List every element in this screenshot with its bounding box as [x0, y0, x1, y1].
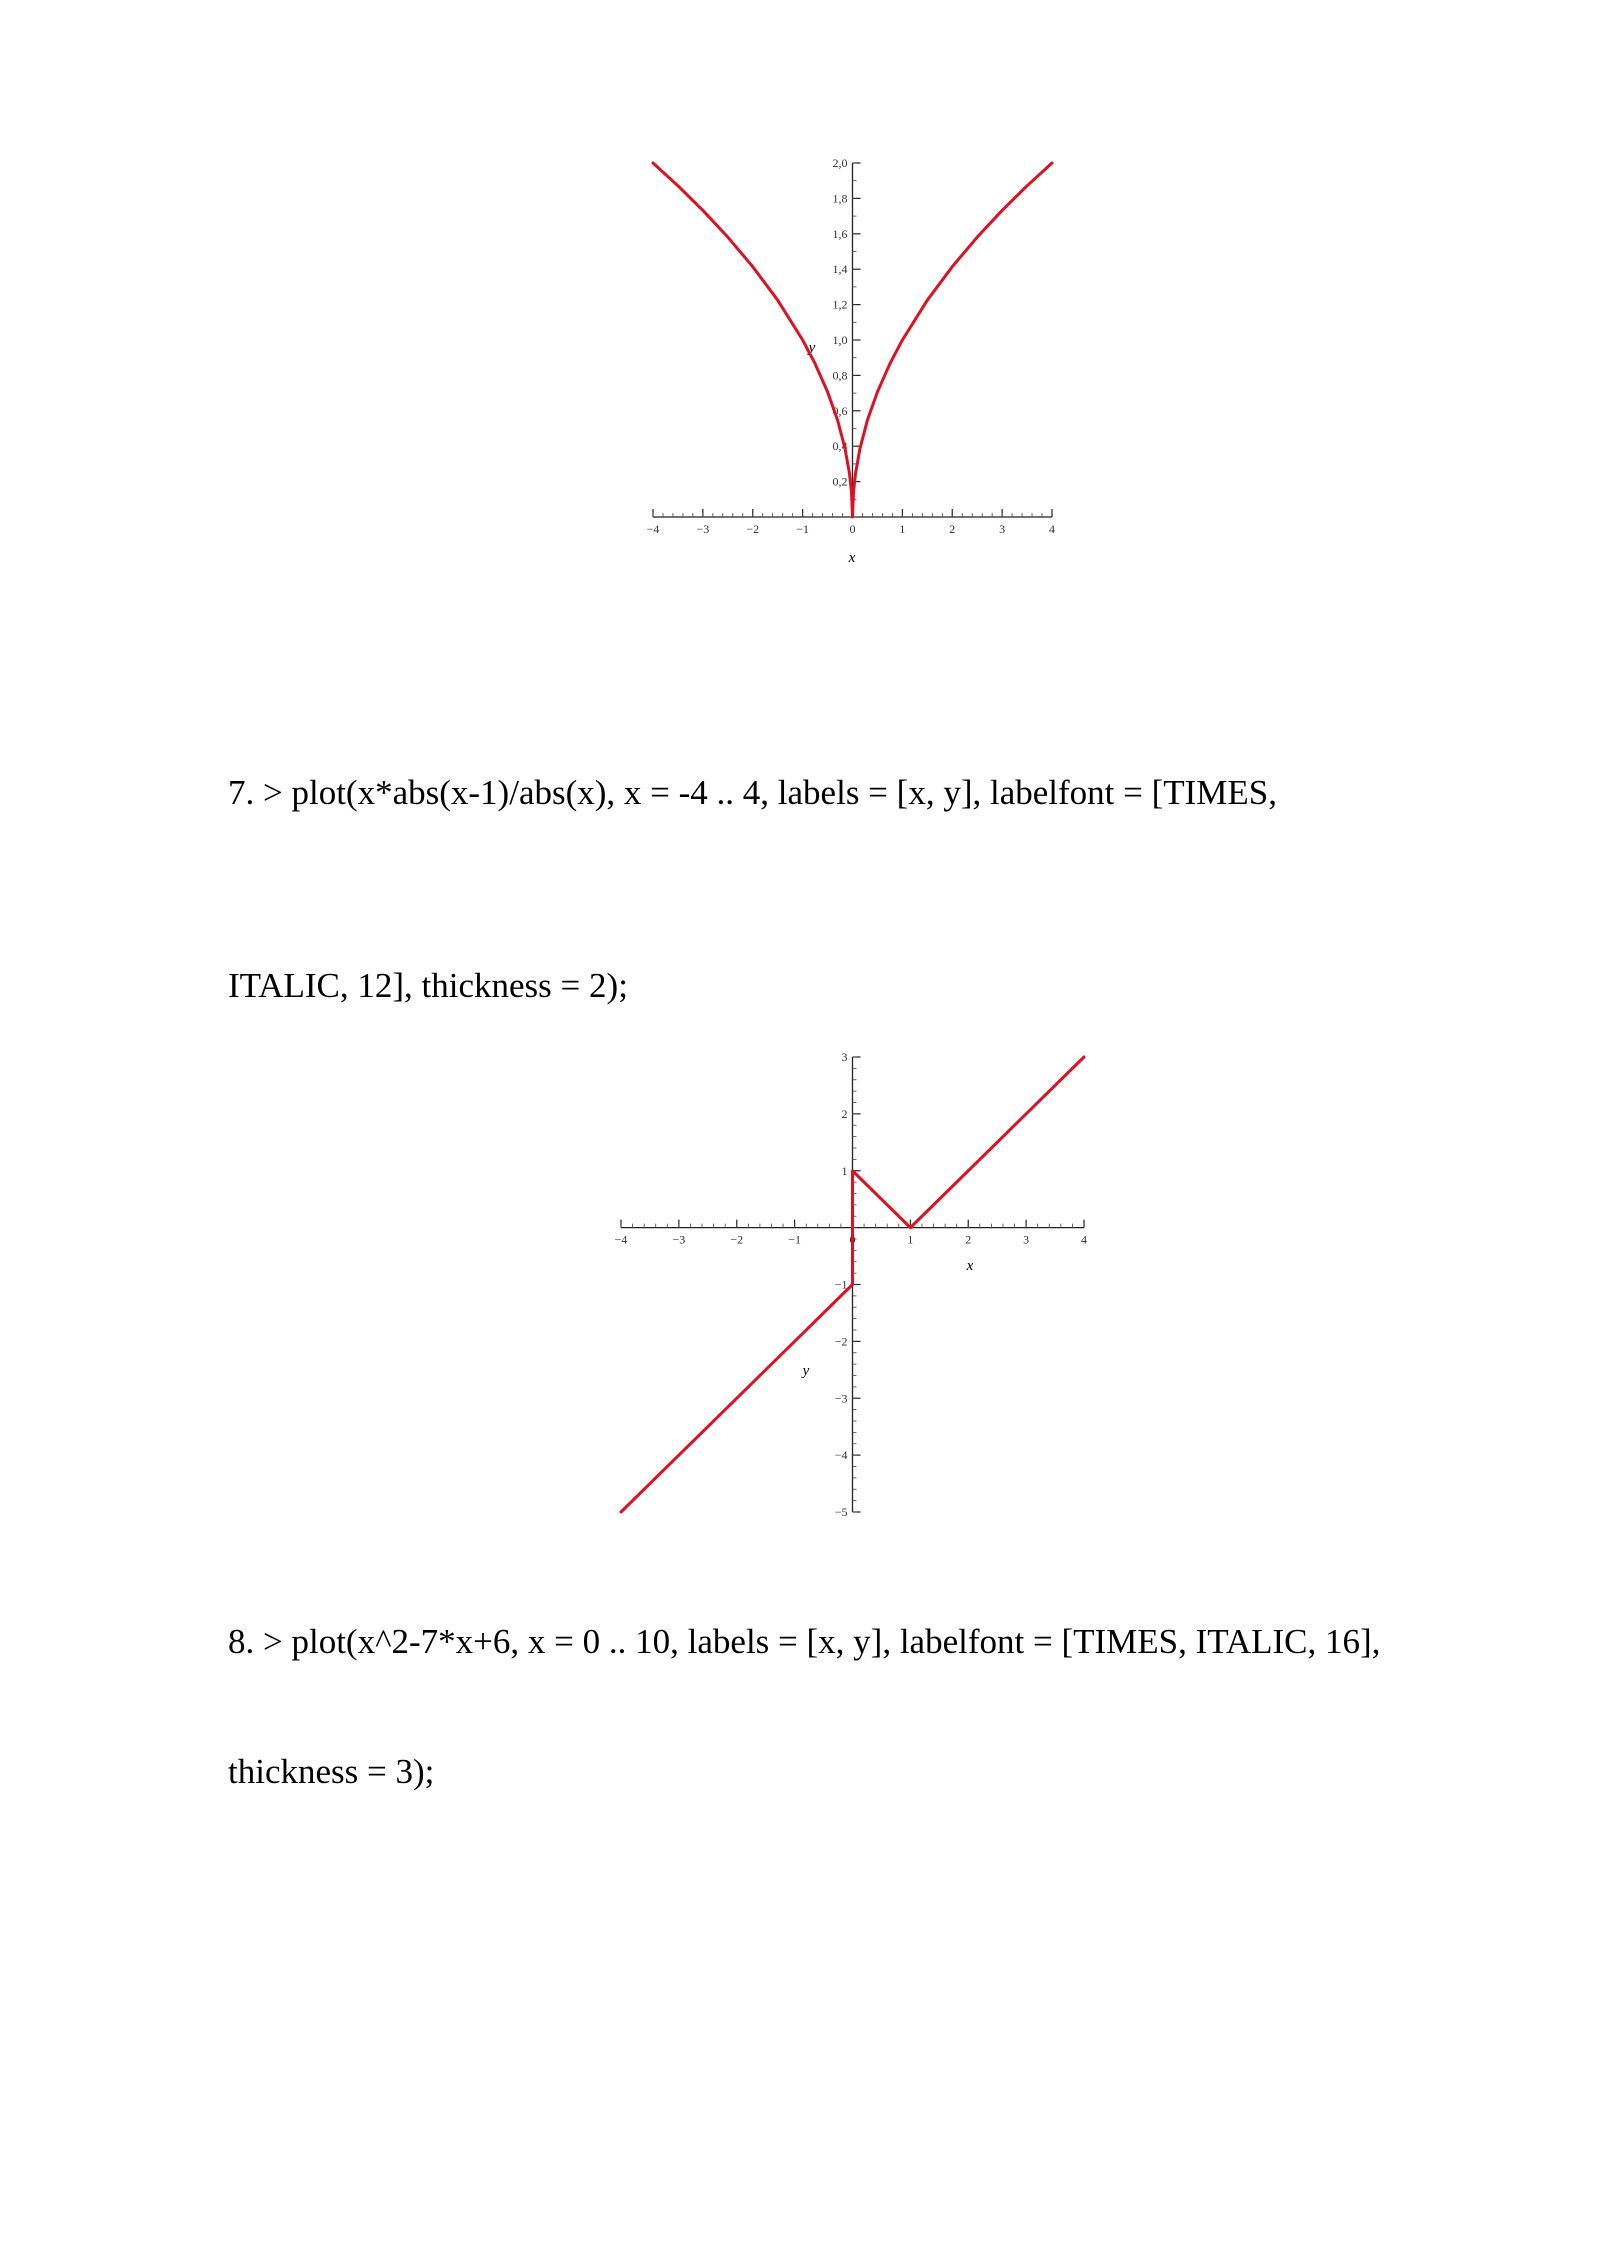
x-axis-label: x — [966, 1258, 974, 1274]
y-tick-label: 0,6 — [832, 403, 848, 418]
y-axis-label: y — [808, 340, 816, 356]
x-tick-label: 3 — [999, 522, 1006, 536]
x-tick-label: −1 — [788, 1232, 802, 1247]
y-tick-label: −4 — [834, 1448, 848, 1463]
x-tick-label: −4 — [614, 1232, 628, 1247]
x-tick-label: 3 — [1023, 1232, 1030, 1247]
x-tick-label: 2 — [965, 1232, 972, 1247]
y-axis-label: y — [802, 1363, 810, 1379]
y-tick-label: −3 — [834, 1391, 848, 1406]
y-tick-label: 0,4 — [832, 439, 848, 454]
y-tick-label: 1,8 — [832, 191, 848, 206]
y-tick-label: −1 — [834, 1277, 848, 1292]
y-tick-label: 1,2 — [832, 297, 848, 312]
y-tick-label: 2,0 — [832, 156, 848, 170]
x-tick-label: −1 — [796, 522, 810, 536]
command-7-line-1: 7. > plot(x*abs(x-1)/abs(x), x = -4 .. 4, labels = [x, y], labelfont = [TIMES, — [228, 773, 1278, 812]
x-tick-label: −3 — [696, 522, 710, 536]
y-tick-label: 3 — [841, 1050, 848, 1064]
x-tick-label: −2 — [730, 1232, 744, 1247]
y-tick-label: 1,6 — [832, 226, 848, 241]
x-tick-label: 4 — [1049, 522, 1055, 536]
x-tick-label: 1 — [907, 1232, 914, 1247]
x-tick-label: −4 — [646, 522, 660, 536]
y-tick-label: 1,0 — [832, 333, 848, 347]
y-tick-label: 0,8 — [832, 368, 848, 383]
x-axis-label: x — [848, 550, 856, 566]
command-7-line-2: ITALIC, 12], thickness = 2); — [228, 966, 628, 1005]
x-tick-label: 0 — [849, 522, 856, 536]
command-8-line-1: 8. > plot(x^2-7*x+6, x = 0 .. 10, labels = [x, y], labelfont = [TIMES, ITALIC, 16], — [228, 1622, 1381, 1661]
x-tick-label: 2 — [949, 522, 956, 536]
y-tick-label: −5 — [834, 1505, 848, 1519]
chart-2 — [615, 1050, 1087, 1519]
chart-1 — [647, 156, 1055, 566]
y-tick-label: 1,4 — [832, 262, 848, 277]
x-tick-label: −2 — [746, 522, 760, 536]
y-tick-label: −2 — [834, 1334, 848, 1349]
x-tick-label: −3 — [672, 1232, 686, 1247]
x-tick-label: 4 — [1081, 1232, 1087, 1247]
command-8-line-2: thickness = 3); — [228, 1752, 435, 1791]
x-tick-label: 0 — [849, 1232, 856, 1247]
y-tick-label: 0,2 — [832, 474, 848, 489]
y-tick-label: 2 — [841, 1106, 848, 1121]
x-tick-label: 1 — [899, 522, 906, 536]
y-tick-label: 1 — [841, 1163, 848, 1178]
